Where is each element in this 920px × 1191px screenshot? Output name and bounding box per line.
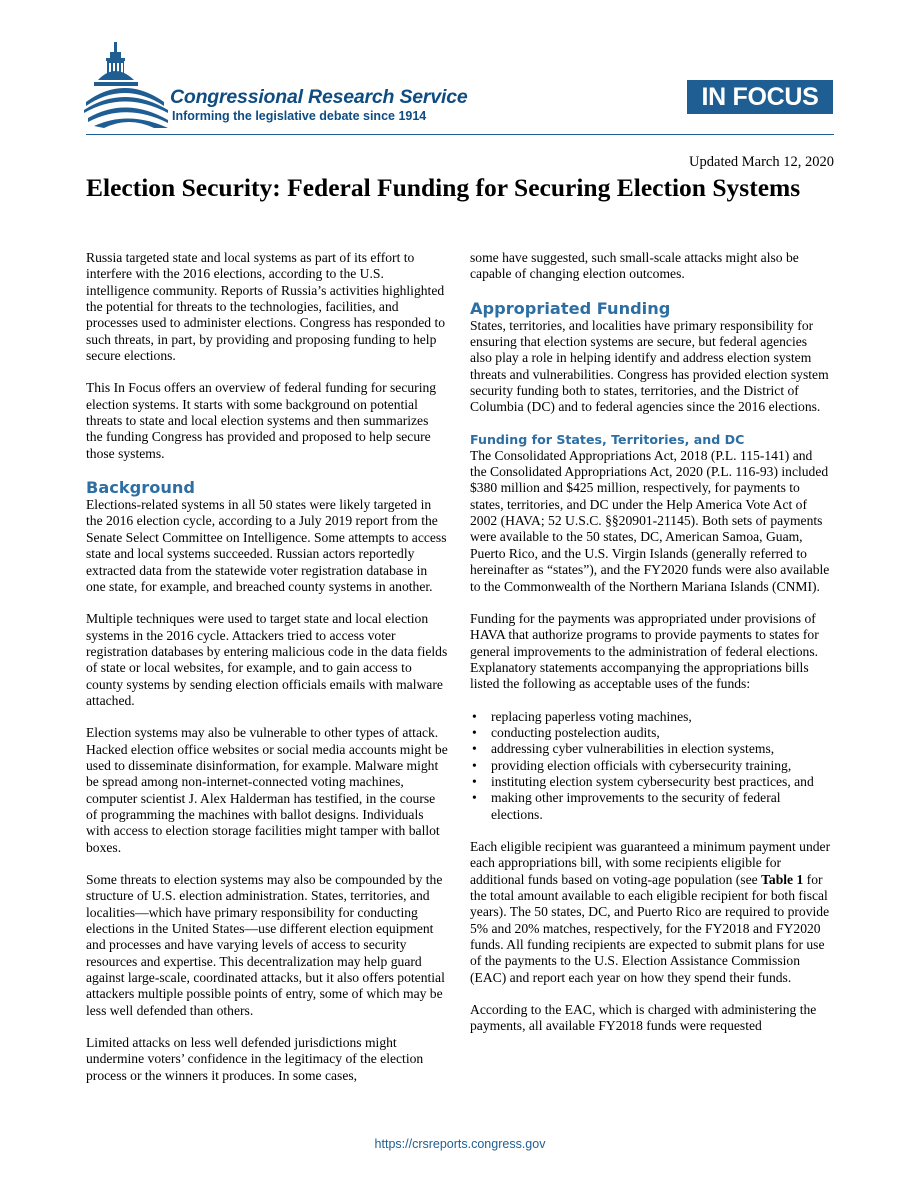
list-item: • conducting postelection audits,	[470, 725, 832, 741]
footer-url-link[interactable]: https://crsreports.congress.gov	[374, 1137, 546, 1151]
list-item: • making other improvements to the security of federal elections.	[470, 790, 832, 823]
paragraph: Multiple techniques were used to target state and local election systems in the 2016 cycle. Attackers tried to access voter registration databases by entering malicious code in the data fields of state or local websites, for example, and to gain access to county systems by sending election officials emails with malware attached.	[86, 611, 448, 708]
left-column	[86, 250, 448, 1084]
document-title: Election Security: Federal Funding for Securing Election Systems	[86, 173, 801, 202]
paragraph: This In Focus offers an overview of federal funding for securing election systems. It starts with some background on potential threats to state and local election systems and then summarizes the funding Congress has provided and proposed to help secure those systems.	[86, 380, 437, 461]
paragraph: The Consolidated Appropriations Act, 2018 (P.L. 115-141) and the Consolidated Appropriations Act, 2020 (P.L. 116-93) included $380 million and $425 million, respectively, for payments to states, territories, and DC under the Help America Vote Act of 2002 (HAVA; 52 U.S.C. §§20901-21145). Both sets of payments were available to the 50 states, DC, American Samoa, Guam, Puerto Rico, and the U.S. Virgin Islands (generally referred to hereinafter as “states”), and the FY2020 funds were also available to the Commonwealth of the Northern Mariana Islands (CNMI).	[470, 447, 830, 594]
updated-date: Updated March 12, 2020	[689, 154, 834, 170]
paragraph: some have suggested, such small-scale attacks might also be capable of changing election outcomes.	[470, 250, 799, 282]
paragraph: Russia targeted state and local systems as part of its effort to interfere with the 2016 elections, according to the U.S. intelligence community. Reports of Russia’s activities highlighted the potential for threats to the technologies, facilities, and processes used to administer elections. Congress has responded to such threats, in part, by providing and proposing funding to help secure elections.	[86, 250, 446, 364]
capitol-dome-logo	[84, 40, 168, 128]
in-focus-badge: IN FOCUS	[687, 80, 833, 114]
acceptable-uses-list	[470, 709, 832, 823]
list-item: • addressing cyber vulnerabilities in election systems,	[470, 741, 832, 757]
paragraph: States, territories, and localities have primary responsibility for ensuring that election systems are secure, but federal agencies also play a role in helping identify and address election system threats and vulnerabilities. Congress has provided election system security funding both to states, territories, and the District of Columbia (DC) and to federal agencies since the 2016 elections.	[470, 317, 829, 415]
paragraph: Funding for the payments was appropriated under provisions of HAVA that authorize programs to provide payments to states for general improvements to the administration of federal elections. Explanatory statements accompanying the appropriations bills listed the following as acceptable uses of the funds:	[470, 610, 819, 692]
header-divider	[86, 134, 834, 135]
paragraph	[470, 839, 832, 986]
list-item: • providing election officials with cybersecurity training,	[470, 758, 832, 774]
paragraph-text: for the total amount available to each eligible recipient for both fiscal years). The 50 states, DC, and Puerto Rico are required to provide 5% and 20% matches, respectively, for the FY2018 and FY2020 funds. All funding recipients are expected to submit plans for use of the payments to the U.S. Election Assistance Commission (EAC) and report each year on how they spend their funds.	[470, 871, 830, 985]
paragraph: Elections-related systems in all 50 states were likely targeted in the 2016 election cycle, according to a July 2019 report from the Senate Select Committee on Intelligence. Some attempts to access state and local systems succeeded. Russian actors reportedly extracted data from the statewide voter registration database in one state, for example, and breached county systems in another.	[86, 497, 447, 594]
paragraph-text: Each eligible recipient was guaranteed a minimum payment under each appropriations bill, with some recipients eligible for additional funds based on voting-age population (see	[470, 838, 831, 887]
paragraph: According to the EAC, which is charged with administering the payments, all available FY2018 funds were requested	[470, 1002, 817, 1034]
right-column	[470, 250, 832, 1035]
list-item: • replacing paperless voting machines,	[470, 709, 832, 725]
table-reference: Table 1	[761, 871, 804, 887]
list-item: • instituting election system cybersecurity best practices, and	[470, 774, 832, 790]
section-heading-appropriated-funding: Appropriated Funding	[470, 298, 671, 318]
paragraph: Some threats to election systems may also be compounded by the structure of U.S. election administration. States, territories, and localities—which have primary responsibility for conducting elections in the United States—use different election equipment and processes and have varying levels of access to security resources and expertise. This decentralization may help guard against large-scale, coordinated attacks, but it also offers potential attackers multiple possible points of entry, some of which may be less well defended than others.	[86, 872, 445, 1018]
org-tagline: Informing the legislative debate since 1914	[172, 109, 427, 123]
org-name: Congressional Research Service	[170, 86, 468, 108]
paragraph: Limited attacks on less well defended jurisdictions might undermine voters’ confidence in the legitimacy of the election process or the winners it produces. In some cases,	[86, 1035, 424, 1083]
section-heading-background: Background	[86, 478, 195, 498]
paragraph: Election systems may also be vulnerable to other types of attack. Hacked election office websites or social media accounts might be used to disseminate disinformation, for example. Malware might be spread among non-internet-connected voting machines, computer scientist J. Alex Halderman has testified, in the course of programming the machines with ballot designs. Individuals with access to election storage facilities might tamper with ballot boxes.	[86, 725, 448, 855]
subsection-heading-funding-states: Funding for States, Territories, and DC	[470, 431, 745, 447]
